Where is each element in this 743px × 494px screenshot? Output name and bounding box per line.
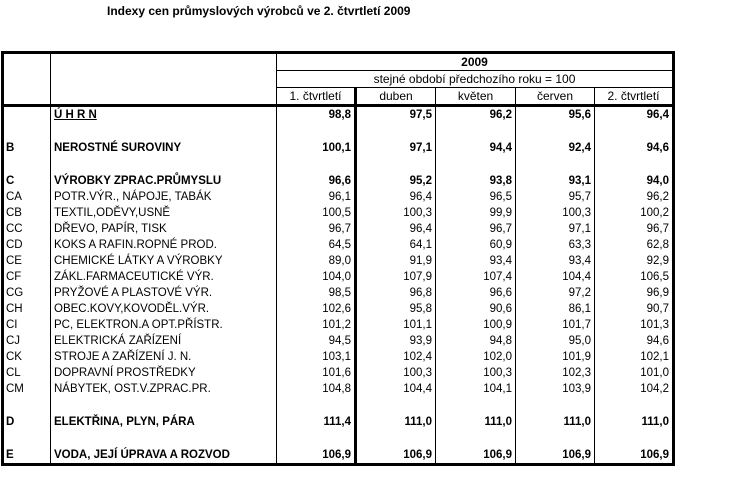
page-title: Indexy cen průmyslových výrobců ve 2. čtvrtletí 2009 (107, 4, 411, 18)
value-april: 106,9 (356, 430, 436, 465)
value-june: 100,3 (516, 205, 595, 221)
row-name: DŘEVO, PAPÍR, TISK (51, 221, 277, 237)
row-name: TEXTIL,ODĚVY,USNĚ (51, 205, 277, 221)
row-code: E (6, 449, 14, 461)
value-june: 86,1 (516, 301, 595, 317)
header-code-cell (3, 53, 51, 106)
column-header-june: červen (516, 88, 595, 106)
row-code: B (6, 142, 15, 154)
row-code: CG (6, 286, 24, 299)
row-code: C (6, 175, 15, 187)
value-june: 101,9 (516, 349, 595, 365)
table-row (3, 205, 674, 221)
table-row (3, 381, 674, 397)
value-april: 96,4 (356, 189, 436, 205)
value-q2: 96,7 (595, 221, 674, 237)
row-name: POTR.VÝR., NÁPOJE, TABÁK (51, 189, 277, 205)
value-april: 111,0 (356, 397, 436, 430)
value-q2: 96,2 (595, 189, 674, 205)
row-name: ELEKTRICKÁ ZAŘÍZENÍ (51, 333, 277, 349)
value-april: 100,3 (356, 205, 436, 221)
value-may: 104,1 (436, 381, 516, 397)
value-q2: 102,1 (595, 349, 674, 365)
price-index-table (1, 51, 675, 466)
table-row (3, 106, 674, 124)
row-name: STROJE A ZAŘÍZENÍ J. N. (51, 349, 277, 365)
value-june: 102,3 (516, 365, 595, 381)
value-june: 93,1 (516, 156, 595, 189)
row-code: CC (6, 222, 23, 235)
table-row (3, 349, 674, 365)
value-q2: 100,2 (595, 205, 674, 221)
row-name: CHEMICKÉ LÁTKY A VÝROBKY (51, 253, 277, 269)
value-q1: 102,6 (277, 301, 356, 317)
row-name: Ú H R N (51, 106, 277, 124)
value-june: 104,4 (516, 269, 595, 285)
value-april: 102,4 (356, 349, 436, 365)
value-q2: 62,8 (595, 237, 674, 253)
value-may: 99,9 (436, 205, 516, 221)
value-q2: 101,3 (595, 317, 674, 333)
value-may: 90,6 (436, 301, 516, 317)
value-may: 94,4 (436, 123, 516, 156)
value-june: 92,4 (516, 123, 595, 156)
value-q1: 104,8 (277, 381, 356, 397)
row-name: ZÁKL.FARMACEUTICKÉ VÝR. (51, 269, 277, 285)
value-april: 64,1 (356, 237, 436, 253)
value-april: 95,2 (356, 156, 436, 189)
value-april: 101,1 (356, 317, 436, 333)
value-q1: 104,0 (277, 269, 356, 285)
value-q2: 96,9 (595, 285, 674, 301)
value-april: 100,3 (356, 365, 436, 381)
column-header-q1: 1. čtvrtletí (277, 88, 356, 106)
value-may: 93,8 (436, 156, 516, 189)
value-q2: 90,7 (595, 301, 674, 317)
value-april: 96,4 (356, 221, 436, 237)
row-name: PC, ELEKTRON.A OPT.PŘÍSTR. (51, 317, 277, 333)
value-june: 111,0 (516, 397, 595, 430)
row-code: CI (6, 318, 18, 331)
row-name: ELEKTŘINA, PLYN, PÁRA (51, 397, 277, 430)
value-may: 100,9 (436, 317, 516, 333)
table-row (3, 156, 674, 189)
value-april: 91,9 (356, 253, 436, 269)
column-header-q2: 2. čtvrtletí (595, 88, 674, 106)
value-may: 96,5 (436, 189, 516, 205)
value-april: 104,4 (356, 381, 436, 397)
table-row (3, 189, 674, 205)
table-row (3, 317, 674, 333)
table-row (3, 123, 674, 156)
table-row (3, 221, 674, 237)
value-april: 95,8 (356, 301, 436, 317)
row-name: VODA, JEJÍ ÚPRAVA A ROZVOD (51, 430, 277, 465)
table-row (3, 397, 674, 430)
value-q1: 100,5 (277, 205, 356, 221)
row-name: PRYŽOVÉ A PLASTOVÉ VÝR. (51, 285, 277, 301)
table-row (3, 365, 674, 381)
value-june: 95,7 (516, 189, 595, 205)
value-april: 93,9 (356, 333, 436, 349)
table-row (3, 269, 674, 285)
table-row (3, 430, 674, 465)
row-code (3, 106, 51, 124)
value-april: 97,5 (356, 106, 436, 124)
value-june: 106,9 (516, 430, 595, 465)
value-may: 96,7 (436, 221, 516, 237)
value-q1: 96,7 (277, 221, 356, 237)
value-may: 94,8 (436, 333, 516, 349)
value-q1: 89,0 (277, 253, 356, 269)
row-code: CM (6, 382, 24, 395)
value-june: 97,2 (516, 285, 595, 301)
value-april: 96,8 (356, 285, 436, 301)
row-code: D (6, 416, 15, 428)
value-q1: 101,6 (277, 365, 356, 381)
value-q1: 98,5 (277, 285, 356, 301)
row-name: OBEC.KOVY,KOVODĚL.VÝR. (51, 301, 277, 317)
value-may: 106,9 (436, 430, 516, 465)
value-june: 97,1 (516, 221, 595, 237)
value-may: 100,3 (436, 365, 516, 381)
table-row (3, 301, 674, 317)
year-header: 2009 (277, 53, 674, 71)
row-code: CK (6, 350, 22, 363)
value-q2: 111,0 (595, 397, 674, 430)
value-june: 103,9 (516, 381, 595, 397)
value-may: 96,6 (436, 285, 516, 301)
value-april: 107,9 (356, 269, 436, 285)
row-name: DOPRAVNÍ PROSTŘEDKY (51, 365, 277, 381)
column-header-april: duben (356, 88, 436, 106)
value-may: 96,2 (436, 106, 516, 124)
value-q1: 103,1 (277, 349, 356, 365)
row-code: CH (6, 302, 23, 315)
value-q2: 94,6 (595, 333, 674, 349)
value-q1: 111,4 (277, 397, 356, 430)
value-q1: 96,1 (277, 189, 356, 205)
column-header-may: květen (436, 88, 516, 106)
table-row (3, 333, 674, 349)
value-q2: 106,5 (595, 269, 674, 285)
row-code: CE (6, 254, 22, 267)
value-q1: 98,8 (277, 106, 356, 124)
value-may: 93,4 (436, 253, 516, 269)
value-june: 63,3 (516, 237, 595, 253)
row-code: CB (6, 206, 22, 219)
value-june: 93,4 (516, 253, 595, 269)
value-q1: 106,9 (277, 430, 356, 465)
value-june: 101,7 (516, 317, 595, 333)
value-q1: 96,6 (277, 156, 356, 189)
row-name: NÁBYTEK, OST.V.ZPRAC.PR. (51, 381, 277, 397)
value-q2: 101,0 (595, 365, 674, 381)
value-may: 102,0 (436, 349, 516, 365)
value-q2: 104,2 (595, 381, 674, 397)
value-q2: 94,0 (595, 156, 674, 189)
base-period-header: stejné období předchozího roku = 100 (277, 71, 674, 88)
value-june: 95,6 (516, 106, 595, 124)
value-q2: 96,4 (595, 106, 674, 124)
row-name: VÝROBKY ZPRAC.PRŮMYSLU (51, 156, 277, 189)
table-row (3, 253, 674, 269)
row-code: CA (6, 190, 22, 203)
value-may: 111,0 (436, 397, 516, 430)
row-code: CL (6, 366, 21, 379)
value-may: 107,4 (436, 269, 516, 285)
value-q1: 101,2 (277, 317, 356, 333)
header-name-cell (51, 53, 277, 106)
value-q2: 94,6 (595, 123, 674, 156)
value-q2: 92,9 (595, 253, 674, 269)
row-name: NEROSTNÉ SUROVINY (51, 123, 277, 156)
row-code: CF (6, 270, 22, 283)
row-code: CJ (6, 334, 21, 347)
table-row (3, 237, 674, 253)
value-q1: 64,5 (277, 237, 356, 253)
value-june: 95,0 (516, 333, 595, 349)
row-code: CD (6, 238, 23, 251)
value-april: 97,1 (356, 123, 436, 156)
value-q1: 94,5 (277, 333, 356, 349)
value-q2: 106,9 (595, 430, 674, 465)
value-q1: 100,1 (277, 123, 356, 156)
row-name: KOKS A RAFIN.ROPNÉ PROD. (51, 237, 277, 253)
value-may: 60,9 (436, 237, 516, 253)
table-row (3, 285, 674, 301)
